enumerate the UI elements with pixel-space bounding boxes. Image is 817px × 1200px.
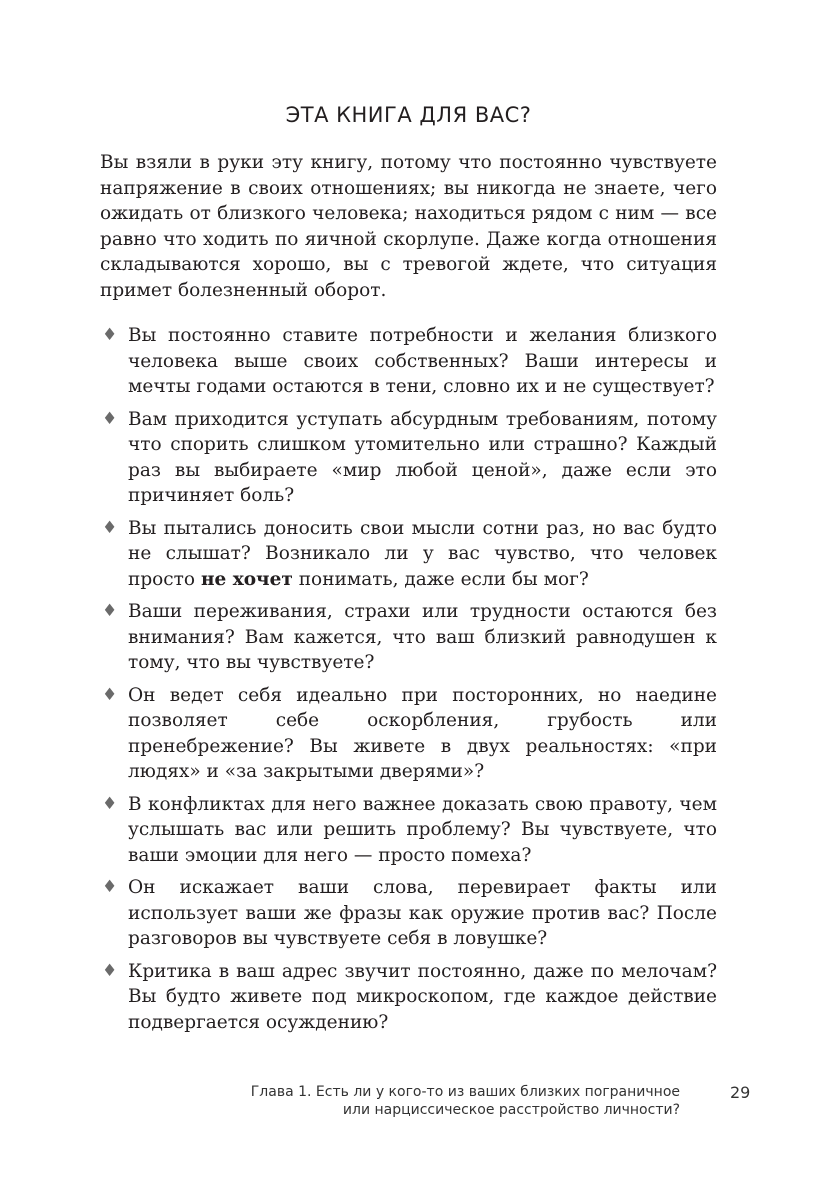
list-item-text-before: Вы пытались доносить свои мысли сотни раз, но вас будто не слышат? Возникало ли у вас чувство, что человек просто	[128, 517, 717, 590]
intro-paragraph: Вы взяли в руки эту книгу, потому что постоянно чувствуете напряжение в своих отношениях; вы никогда не знаете, чего ожидать от близкого человека; находиться рядом с ним — все равно что ходить по яичной скорлупе. Даже когда отношения складываются хорошо, вы с тревогой ждете, что ситуация примет болезненный оборот.	[100, 152, 717, 301]
diamond-bullet-icon: ♦	[102, 517, 118, 538]
diamond-bullet-icon: ♦	[102, 601, 118, 621]
list-item	[100, 792, 717, 869]
main-text	[100, 150, 717, 1042]
emphasis-text: не хочет	[200, 568, 293, 590]
diamond-bullet-icon: ♦	[102, 793, 118, 814]
list-item-text: Он искажает ваши слова, перевирает факты или использует ваши же фразы как оружие против вас? После разговоров вы чувствуете себя в ловушке?	[128, 877, 717, 949]
diamond-bullet-icon: ♦	[102, 325, 118, 345]
list-item-text: Он ведет себя идеально при посторонних, но наедине позволяет себе оскорбления, грубость или пренебрежение? Вы живете в двух реальностях: «при людях» и «за закрытыми дверями»?	[128, 684, 717, 782]
diamond-bullet-icon: ♦	[102, 877, 118, 897]
list-item	[100, 323, 717, 400]
list-item	[100, 959, 717, 1036]
list-item-text: Ваши переживания, страхи или трудности остаются без внимания? Вам кажется, что ваш близкий равнодушен к тому, что вы чувствуете?	[128, 601, 717, 673]
page-title: ЭТА КНИГА ДЛЯ ВАС?	[285, 103, 532, 127]
list-item-text: Вам приходится уступать абсурдным требованиям, потому что спорить слишком утомительно или страшно? Каждый раз вы выбираете «мир любой ценой», даже если это причиняет боль?	[128, 408, 717, 506]
question-list	[100, 323, 717, 1035]
page-number: 29	[730, 1083, 751, 1102]
list-item-text: Вы постоянно ставите потребности и желания близкого человека выше своих собственных? Ваши интересы и мечты годами остаются в тени, словно их и не существует?	[128, 325, 717, 397]
list-item-text	[128, 518, 717, 590]
list-item	[100, 407, 717, 509]
list-item-text-after: понимать, даже если бы мог?	[292, 568, 589, 590]
running-footer	[180, 1083, 680, 1119]
diamond-bullet-icon: ♦	[102, 684, 118, 705]
footer-chapter-line-2: или нарциссическое расстройство личности?	[342, 1102, 680, 1118]
list-item	[100, 516, 717, 593]
diamond-bullet-icon: ♦	[102, 960, 118, 981]
list-item	[100, 683, 717, 785]
list-item	[100, 599, 717, 676]
diamond-bullet-icon: ♦	[102, 408, 118, 429]
list-item-text: В конфликтах для него важнее доказать свою правоту, чем услышать вас или решить проблему? Вы чувствуете, что ваши эмоции для него — просто помеха?	[128, 793, 717, 866]
footer-chapter-line-1: Глава 1. Есть ли у кого-то из ваших близких пограничное	[250, 1084, 680, 1100]
list-item-text: Критика в ваш адрес звучит постоянно, даже по мелочам? Вы будто живете под микроскопом, где каждое действие подвергается осуждению?	[128, 960, 717, 1033]
list-item	[100, 875, 717, 952]
